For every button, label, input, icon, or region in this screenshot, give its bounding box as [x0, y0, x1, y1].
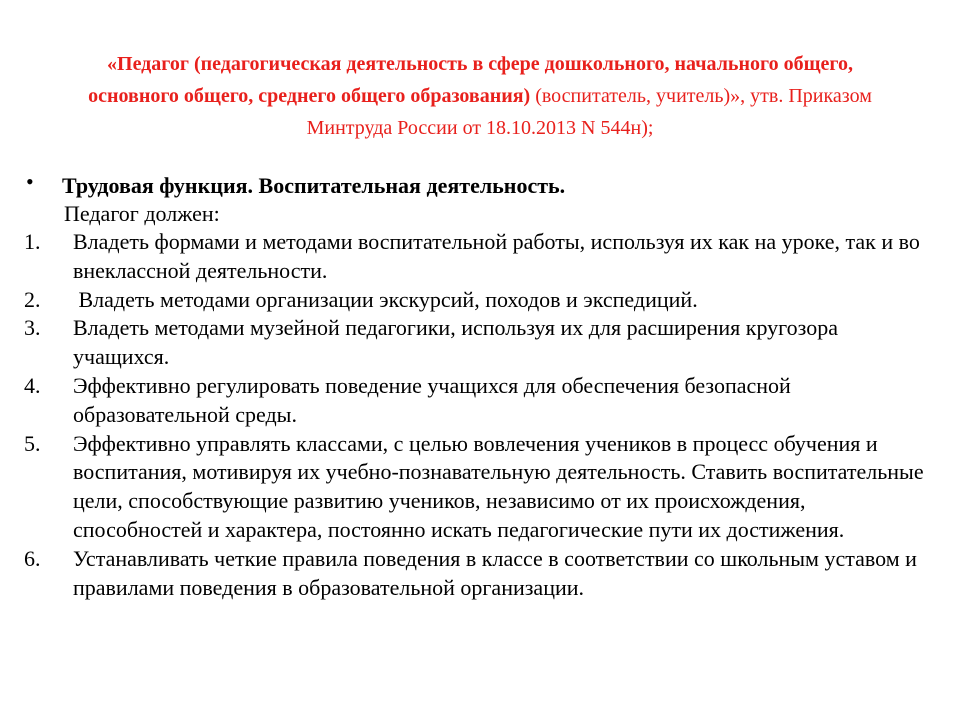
list-item	[0, 286, 933, 315]
requirements-list	[0, 228, 960, 602]
title-bold-part: «Педагог (педагогическая деятельность в сфере дошкольного, начального общего, основного общего, среднего общего образования)	[88, 53, 853, 107]
list-item	[0, 545, 933, 603]
list-item-text: Владеть методами организации экскурсий, походов и экспедиций.	[73, 286, 698, 312]
list-item	[0, 314, 933, 372]
list-item-number: 1.	[24, 229, 41, 254]
bullet-marker: •	[26, 169, 34, 194]
list-item-text: Устанавливать четкие правила поведения в классе в соответствии со школьным уставом и правилами поведения в образовательной организации.	[73, 545, 917, 600]
list-item	[0, 228, 933, 286]
labor-function-heading: Трудовая функция. Воспитательная деятельность.	[62, 173, 566, 198]
list-item-number: 6.	[24, 545, 41, 571]
list-item-text: Владеть методами музейной педагогики, используя их для расширения кругозора учащихся.	[73, 315, 838, 370]
list-item-number: 4.	[24, 372, 41, 398]
list-item-text: Эффективно управлять классами, с целью вовлечения учеников в процесс обучения и воспитания, мотивируя их учебно-познавательную деятельность. Ставить воспитательные цели, способствующие развитию учеников, независимо от их происхождения, способностей и характера, постоянно искать педагогические пути их достижения.	[73, 430, 924, 542]
list-item-text: Эффективно регулировать поведение учащихся для обеспечения безопасной образовательной среды.	[73, 372, 791, 427]
slide-title	[60, 48, 900, 144]
slide-content	[0, 169, 960, 602]
list-item	[0, 372, 933, 430]
list-item	[0, 430, 933, 545]
list-item-number: 5.	[24, 430, 41, 456]
list-item-number: 3.	[24, 315, 41, 341]
labor-function-block	[0, 169, 960, 228]
list-item-number: 2.	[24, 286, 41, 312]
teacher-must-label: Педагог должен:	[64, 201, 220, 226]
list-item-text: Владеть формами и методами воспитательной работы, используя их как на уроке, так и во внеклассной деятельности.	[73, 229, 920, 283]
title-normal-part: (воспитатель, учитель)», утв. Приказом Минтруда России от 18.10.2013 N 544н);	[306, 85, 872, 139]
